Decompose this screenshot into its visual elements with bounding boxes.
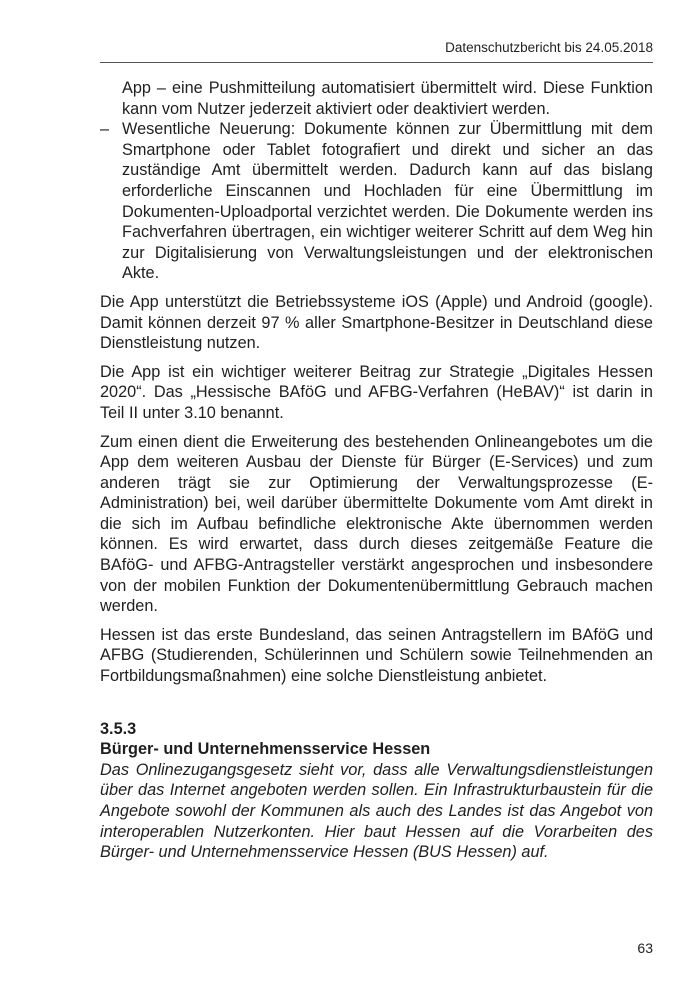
bullet-text: Wesentliche Neuerung: Dokumente können zur Übermittlung mit dem Smartphone oder Tablet fotografiert und direkt und sicher an das zuständige Amt übermittelt werden. Dadurch kann auf das bislang erforderliche Einscannen und Hochladen für eine Übermittlung im Dokumenten-Uploadportal verzichtet werden. Die Dokumente werden ins Fachverfahren übertragen, ein wichtiger weiterer Schritt auf dem Weg hin zur Digitalisierung von Verwaltungsleistungen und der elektronischen Akte. bbox=[122, 120, 653, 283]
page-number: 63 bbox=[637, 940, 653, 956]
bullet-marker: – bbox=[100, 120, 110, 139]
section-intro: Das Onlinezugangsgesetz sieht vor, dass alle Verwaltungsdienstleistungen über das Internet angeboten werden sollen. Ein Infrastrukturbaustein für die Angebote sowohl der Kommunen als auch des Landes ist das Angebot von interoperablen Nutzerkonten. Hier baut Hessen auf die Vorarbeiten des Bürger- und Unternehmensservice Hessen (BUS Hessen) auf. bbox=[100, 760, 653, 862]
header-divider bbox=[100, 62, 653, 63]
paragraph-extension: Zum einen dient die Erweiterung des bestehenden Onlineangebotes um die App dem weiteren Ausbau der Dienste für Bürger (E-Services) und zum anderen trägt sie zur Optimierung der Verwaltungsprozesse (E-Administration) bei, weil darüber übermittelte Dokumente vom Amt direkt in die sich im Aufbau befindliche elektronische Akte übernommen werden können. Es wird erwartet, dass durch dieses zeitgemäße Feature die BAföG- und AFBG-Antragsteller verstärkt angesprochen und insbesondere von der mobilen Funktion der Dokumentenübermittlung Gebrauch machen werden. bbox=[100, 432, 653, 616]
section-number: 3.5.3 bbox=[100, 719, 137, 738]
bullet-continuation: App – eine Pushmitteilung automatisiert übermittelt wird. Diese Funktion kann vom Nutzer jederzeit aktiviert oder deaktiviert werden. bbox=[122, 79, 653, 118]
paragraph-app-systems: Die App unterstützt die Betriebssysteme iOS (Apple) und Android (google). Damit können derzeit 97 % aller Smartphone-Besitzer in Deutschland diese Dienstleistung nutzen. bbox=[100, 292, 653, 353]
paragraph-hessen-first: Hessen ist das erste Bundesland, das seinen Antragstellern im BAföG und AFBG (Studierenden, Schülerinnen und Schülern sowie Teilnehmenden an Fortbildungsmaßnahmen) eine solche Dienstleistung anbietet. bbox=[100, 625, 653, 686]
paragraph-strategy: Die App ist ein wichtiger weiterer Beitrag zur Strategie „Digitales Hessen 2020“. Das „Hessische BAföG und AFBG-Verfahren (HeBAV)“ ist darin in Teil II unter 3.10 benannt. bbox=[100, 362, 653, 422]
bullet-item bbox=[100, 119, 653, 284]
running-header: Datenschutzbericht bis 24.05.2018 bbox=[445, 40, 653, 55]
page-body bbox=[100, 78, 653, 863]
section-title: Bürger- und Unternehmensservice Hessen bbox=[100, 740, 431, 759]
